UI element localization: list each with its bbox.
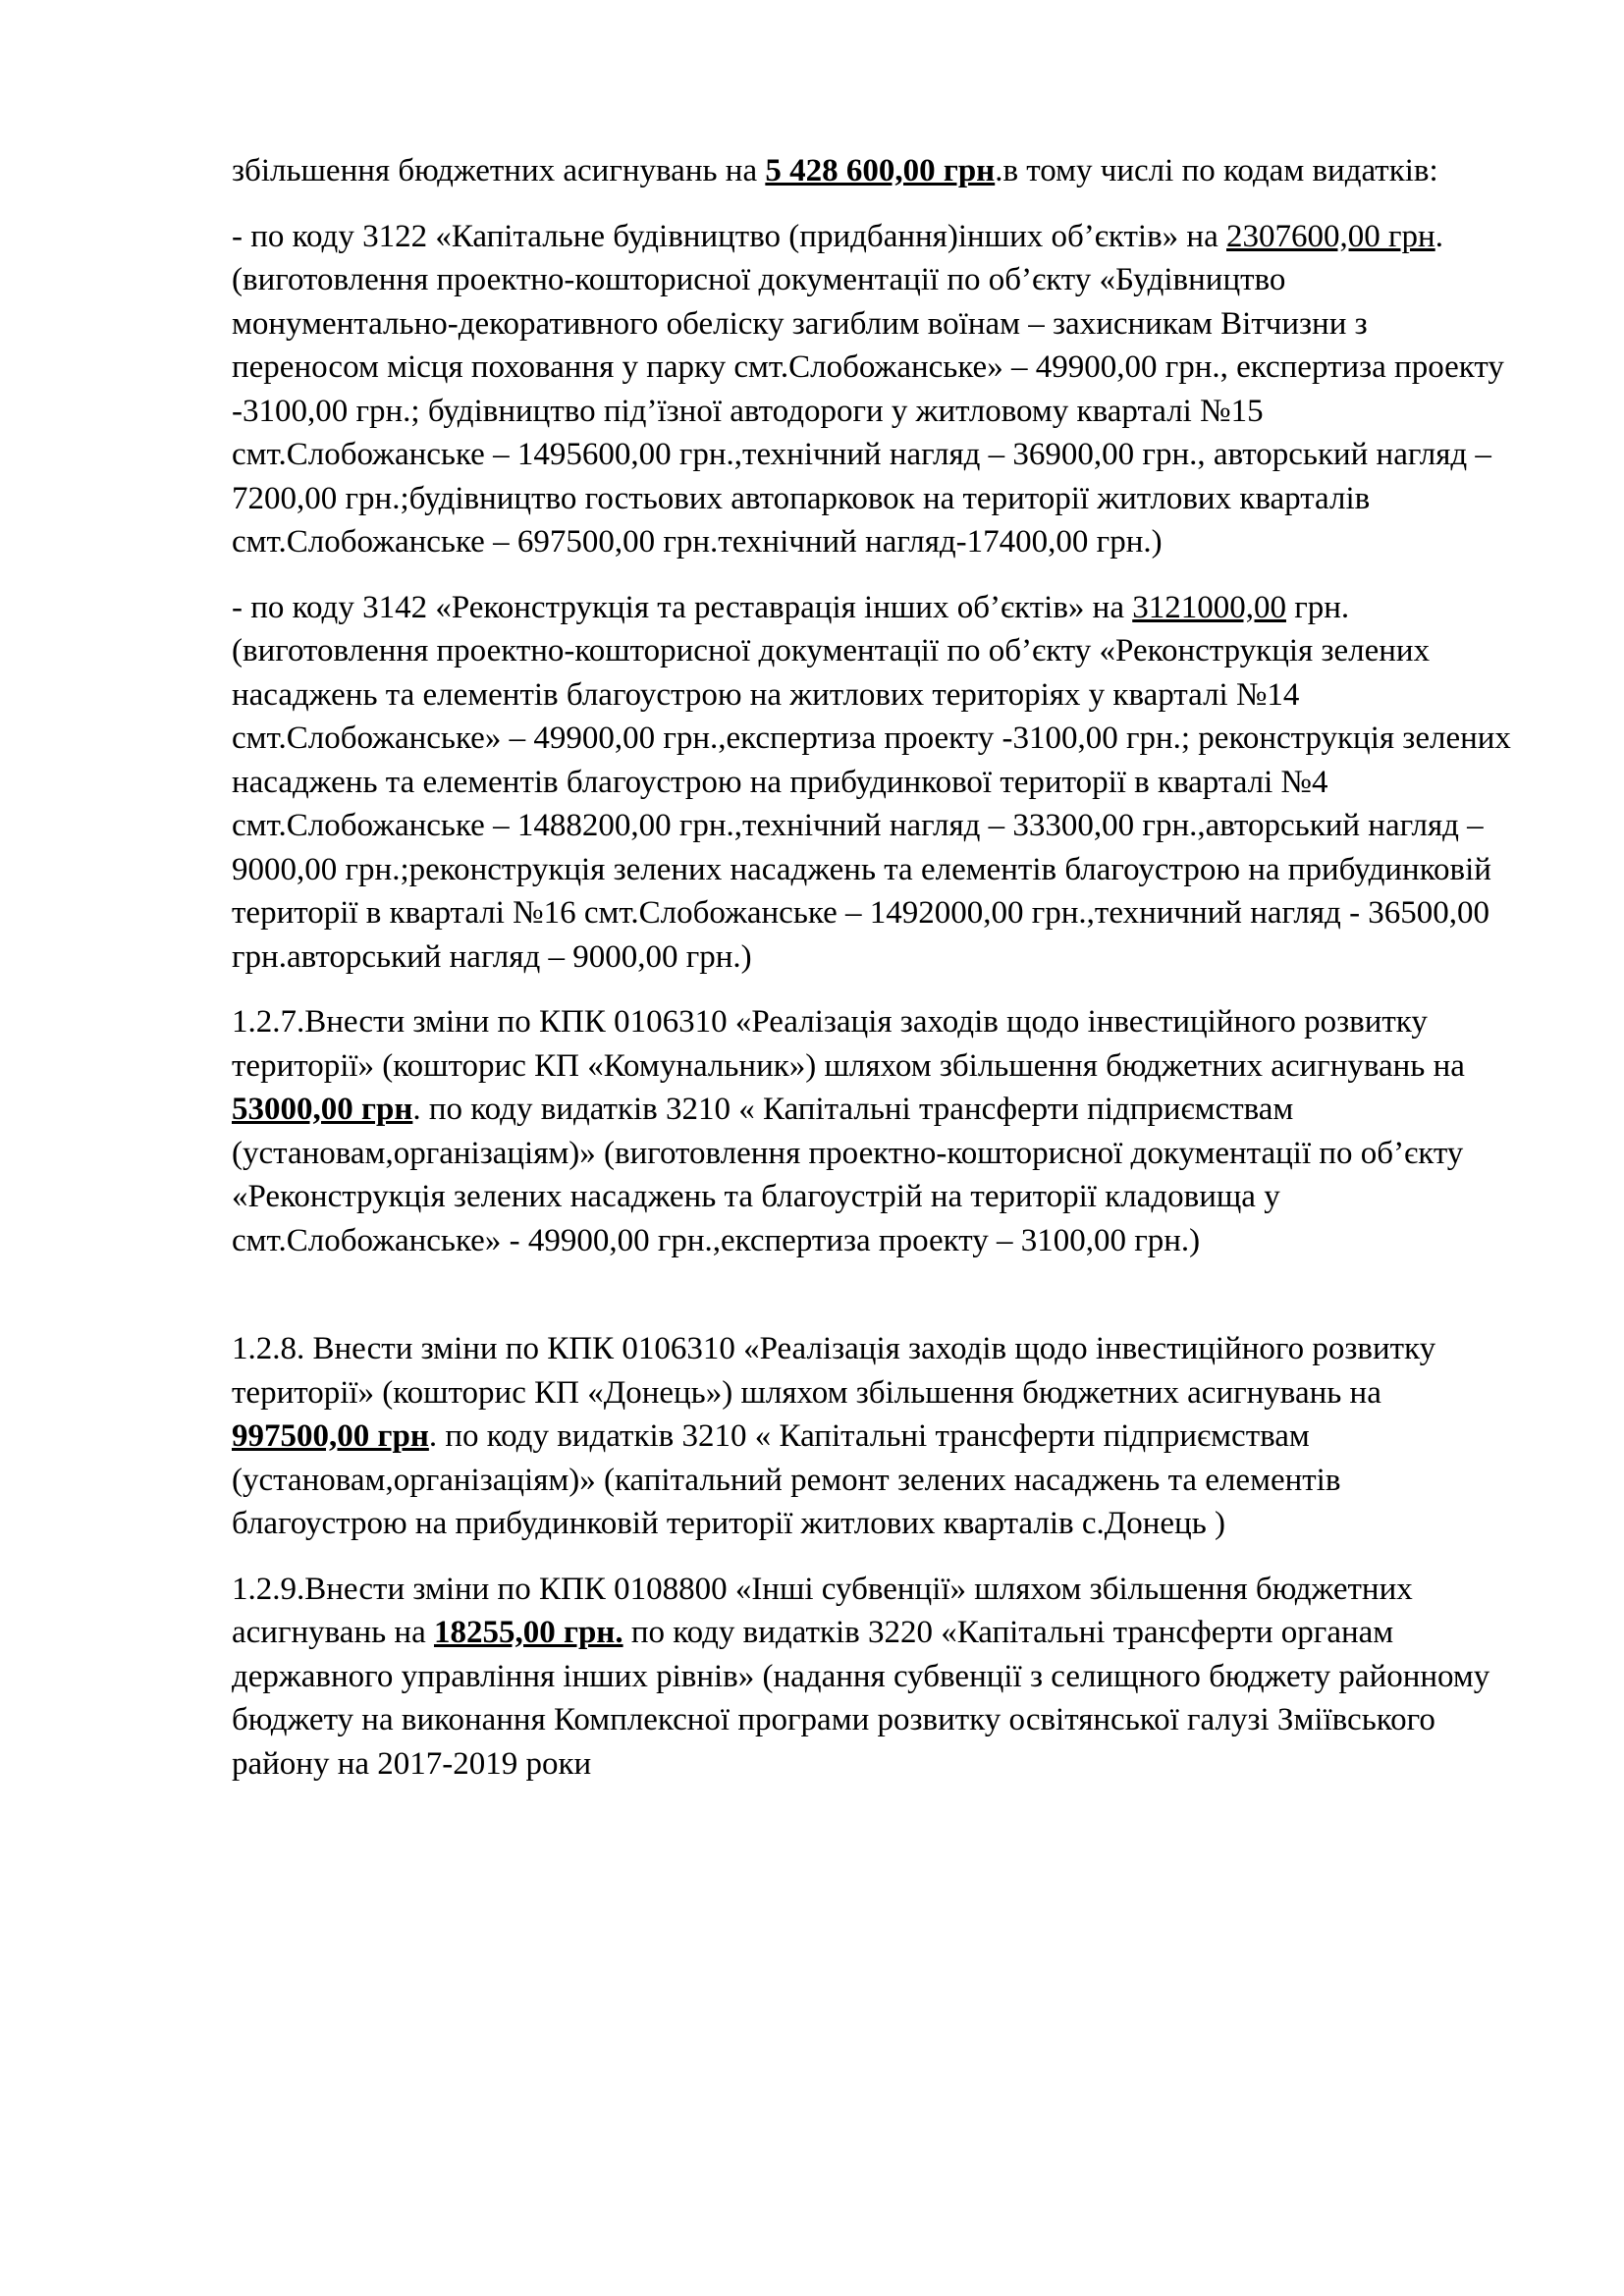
paragraph-budget-increase-intro — [232, 149, 1514, 193]
amount-1-2-8: 997500,00 грн — [232, 1418, 429, 1454]
paragraph-1-2-7 — [232, 1000, 1514, 1262]
text-run: грн.(виготовлення проектно-кошторисної документації по об’єкту «Реконструкція зелених насаджень та елементів благоустрою на житлових територіях у кварталі №14 смт.Слобожанське» – 49900,00 грн.,експертиза проекту -3100,00 грн.; реконструкція зелених насаджень та елементів благоустрою на прибудинкової території в кварталі №4 смт.Слобожанське – 1488200,00 грн.,технічний нагляд – 33300,00 грн.,авторський нагляд – 9000,00 грн.;реконструкція зелених насаджень та елементів благоустрою на прибудинковій території в кварталі №16 смт.Слобожанське – 1492000,00 грн.,техничний нагляд - 36500,00 грн.авторський нагляд – 9000,00 грн.) — [232, 589, 1511, 975]
text-run: . по коду видатків 3210 « Капітальні трансферти підприємствам (установам,організаціям)» (виготовлення проектно-кошторисної документації по об’єкту «Реконструкція зелених насаджень та благоустрій на території кладовища у смт.Слобожанське» - 49900,00 грн.,експертиза проекту – 3100,00 грн.) — [232, 1092, 1464, 1258]
text-run: збільшення бюджетних асигнувань на — [232, 153, 766, 188]
amount-total: 5 428 600,00 грн — [765, 153, 996, 188]
amount-code-3142: 3121000,00 — [1132, 589, 1286, 625]
text-run: - по коду 3122 «Капітальне будівництво (придбання)інших об’єктів» на — [232, 218, 1226, 254]
text-run: .в тому числі по кодам видатків: — [995, 153, 1438, 188]
text-run: по коду видатків 3220 «Капітальні трансферти органам державного управління інших рівнів» (надання субвенції з селищного бюджету районному бюджету на виконання Комплексної програми розвитку освітянської галузі Зміївського району на 2017-2019 роки — [232, 1615, 1490, 1782]
text-run: 1.2.9.Внести зміни по КПК 0108800 «Інші субвенції» шляхом збільшення бюджетних асигнувань на — [232, 1571, 1413, 1650]
amount-1-2-7: 53000,00 грн — [232, 1092, 413, 1127]
amount-code-3122: 2307600,00 грн — [1226, 218, 1435, 254]
text-run: 1.2.8. Внести зміни по КПК 0106310 «Реалізація заходів щодо інвестиційного розвитку території» (кошторис КП «Донець») шляхом збільшення бюджетних асигнувань на — [232, 1331, 1436, 1411]
text-run: - по коду 3142 «Реконструкція та реставрація інших об’єктів» на — [232, 589, 1133, 625]
paragraph-1-2-9 — [232, 1568, 1514, 1787]
text-run: 1.2.7.Внести зміни по КПК 0106310 «Реалізація заходів щодо інвестиційного розвитку території» (кошторис КП «Комунальник») шляхом збільшення бюджетних асигнувань на — [232, 1004, 1465, 1084]
paragraph-1-2-8 — [232, 1327, 1514, 1546]
text-run: . по коду видатків 3210 « Капітальні трансферти підприємствам (установам,організаціям)» (капітальний ремонт зелених насаджень та елементів благоустрою на прибудинковій території житлових кварталів с.Донець ) — [232, 1418, 1341, 1541]
paragraph-code-3122 — [232, 215, 1514, 564]
amount-1-2-9: 18255,00 грн. — [433, 1615, 623, 1650]
text-run: .(виготовлення проектно-кошторисної документації по об’єкту «Будівництво монументально-декоративного обеліску загиблим воїнам – захисникам Вітчизни з переносом місця поховання у парку смт.Слобожанське» – 49900,00 грн., експертиза проекту -3100,00 грн.; будівництво під’їзної автодороги у житловому кварталі №15 смт.Слобожанське – 1495600,00 грн.,технічний нагляд – 36900,00 грн., авторський нагляд – 7200,00 грн.;будівництво гостьових автопарковок на території житлових кварталів смт.Слобожанське – 697500,00 грн.технічний нагляд-17400,00 грн.) — [232, 218, 1504, 560]
paragraph-code-3142 — [232, 586, 1514, 980]
